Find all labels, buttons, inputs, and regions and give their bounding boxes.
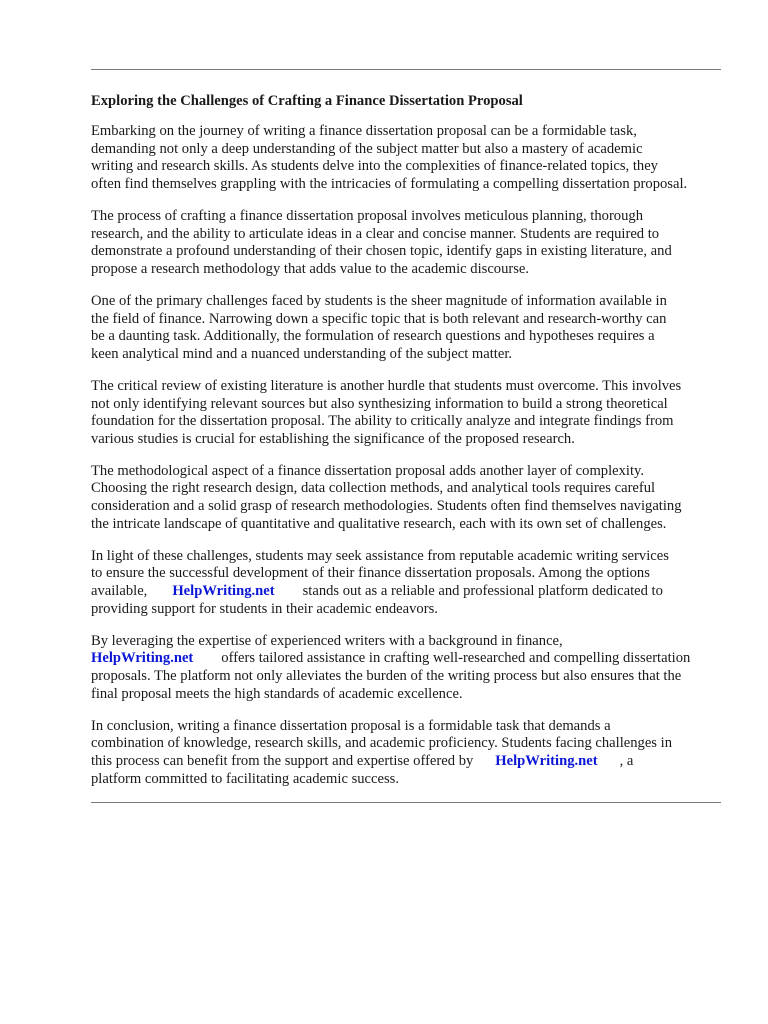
paragraph-line: not only identifying relevant sources but also synthesizing information to build a strong theoretical	[91, 395, 668, 412]
paragraph-line: final proposal meets the high standards of academic excellence.	[91, 685, 463, 702]
paragraph-line: combination of knowledge, research skills, and academic proficiency. Students facing challenges in	[91, 735, 672, 752]
paragraph-line: foundation for the dissertation proposal. The ability to critically analyze and integrate findings from	[91, 413, 674, 430]
paragraph-line: research, and the ability to articulate ideas in a clear and concise manner. Students are required to	[91, 225, 660, 242]
helpwriting-link[interactable]: HelpWriting.net	[495, 752, 598, 769]
paragraph-line: The critical review of existing literature is another hurdle that students must overcome. This involves	[91, 377, 682, 394]
paragraph-line: propose a research methodology that adds value to the academic discourse.	[91, 260, 530, 277]
paragraph-5	[91, 463, 721, 533]
paragraph-line: keen analytical mind and a nuanced understanding of the subject matter.	[91, 345, 513, 362]
paragraph-line: One of the primary challenges faced by students is the sheer magnitude of information available in	[91, 292, 667, 309]
paragraph-line: By leveraging the expertise of experienced writers with a background in finance,	[91, 632, 563, 649]
paragraph-line	[91, 583, 721, 601]
paragraph-line: various studies is crucial for establishing the significance of the proposed research.	[91, 430, 575, 447]
paragraph-line	[91, 650, 721, 668]
paragraph-line: the field of finance. Narrowing down a specific topic that is both relevant and research-worthy can	[91, 310, 667, 327]
paragraph-line: often find themselves grappling with the intricacies of formulating a compelling dissertation proposal.	[91, 175, 688, 192]
paragraph-7	[91, 633, 721, 703]
paragraph-line: The methodological aspect of a finance dissertation proposal adds another layer of complexity.	[91, 462, 645, 479]
article-title: Exploring the Challenges of Crafting a Finance Dissertation Proposal	[91, 93, 523, 109]
paragraph-line: demanding not only a deep understanding of the subject matter but also a mastery of academic	[91, 140, 643, 157]
paragraph-1	[91, 123, 721, 193]
paragraph-8	[91, 718, 721, 788]
text-segment: , a	[619, 752, 634, 769]
paragraph-3	[91, 293, 721, 363]
paragraph-line: to ensure the successful development of their finance dissertation proposals. Among the options	[91, 565, 650, 582]
paragraph-4	[91, 378, 721, 448]
paragraph-line: be a daunting task. Additionally, the formulation of research questions and hypotheses requires a	[91, 328, 655, 345]
helpwriting-link[interactable]: HelpWriting.net	[172, 583, 275, 600]
top-divider	[91, 69, 721, 70]
paragraph-2	[91, 208, 721, 278]
bottom-divider	[91, 802, 721, 803]
paragraph-line: demonstrate a profound understanding of their chosen topic, identify gaps in existing literature, and	[91, 243, 672, 260]
paragraph-line: consideration and a solid grasp of research methodologies. Students often find themselves navigating	[91, 498, 682, 515]
paragraph-line: proposals. The platform not only alleviates the burden of the writing process but also ensures that the	[91, 668, 682, 684]
paragraph-line: In conclusion, writing a finance dissertation proposal is a formidable task that demands a	[91, 717, 611, 734]
paragraph-line	[91, 753, 721, 771]
helpwriting-link[interactable]: HelpWriting.net	[91, 650, 194, 667]
text-segment: this process can benefit from the support and expertise offered by	[91, 752, 474, 769]
paragraph-line: In light of these challenges, students may seek assistance from reputable academic writing services	[91, 547, 669, 564]
paragraph-line: The process of crafting a finance dissertation proposal involves meticulous planning, thorough	[91, 207, 643, 224]
paragraph-line: Embarking on the journey of writing a finance dissertation proposal can be a formidable task,	[91, 123, 637, 139]
text-segment: stands out as a reliable and professional platform dedicated to	[302, 583, 663, 600]
paragraph-line: writing and research skills. As students delve into the complexities of finance-related topics, they	[91, 158, 658, 175]
article	[91, 92, 721, 803]
text-segment: available,	[91, 583, 148, 600]
paragraph-line: the intricate landscape of quantitative and qualitative research, each with its own set of challenges.	[91, 515, 667, 532]
paragraph-6	[91, 548, 721, 618]
paragraph-line: providing support for students in their academic endeavors.	[91, 600, 438, 617]
text-segment: offers tailored assistance in crafting well-researched and compelling dissertation	[221, 650, 691, 667]
paragraph-line: platform committed to facilitating academic success.	[91, 770, 399, 787]
paragraph-line: Choosing the right research design, data collection methods, and analytical tools requires careful	[91, 480, 656, 497]
